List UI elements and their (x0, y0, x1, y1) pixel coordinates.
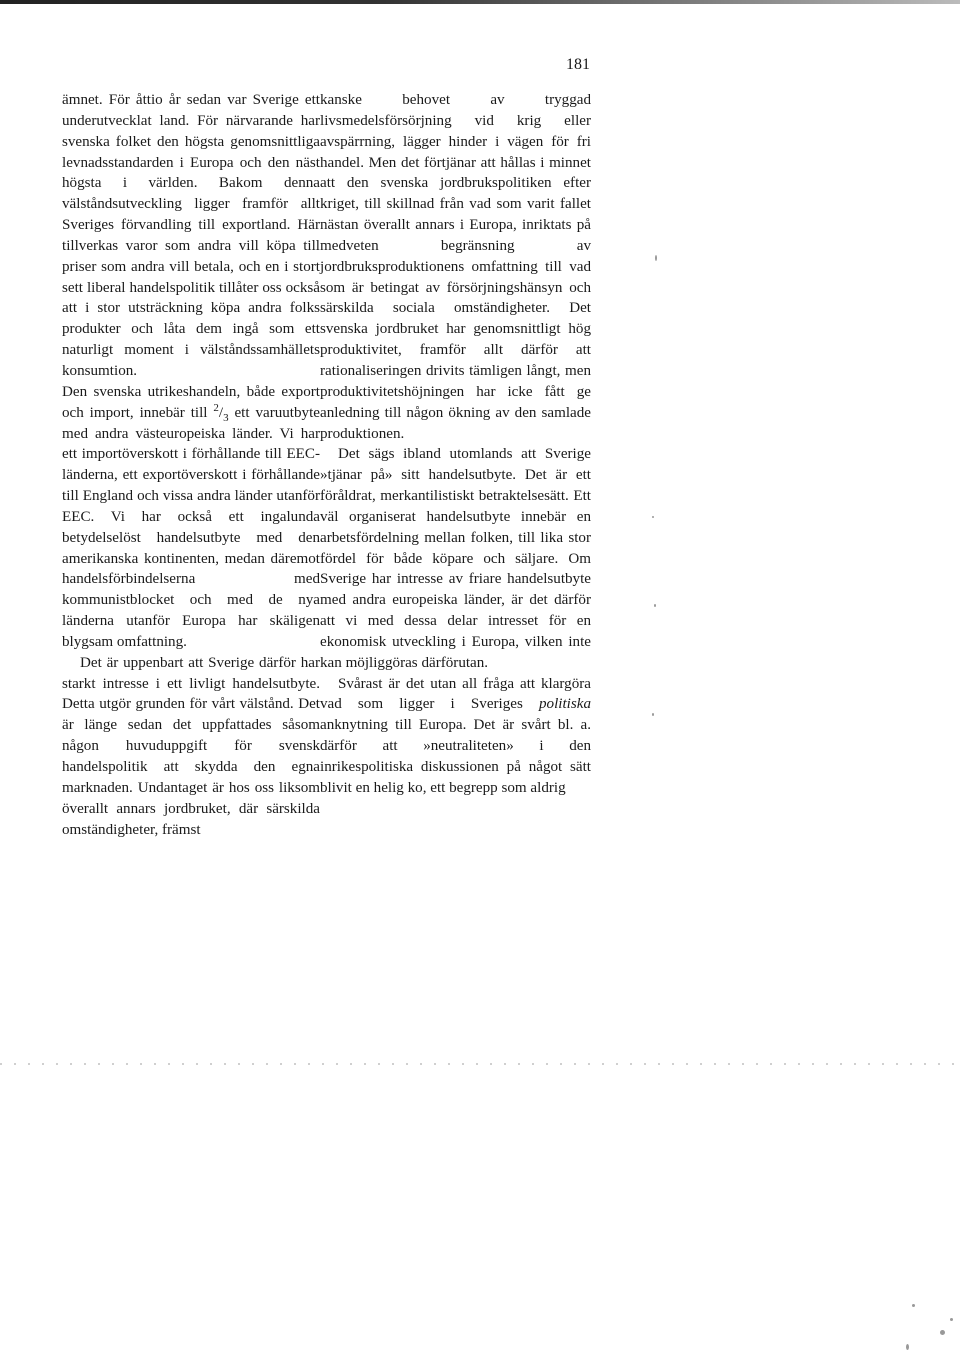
scan-speck (654, 604, 656, 607)
paragraph-text: Svårast är det utan all fråga att klargöra vad som ligger i Sveriges (320, 675, 591, 713)
scan-speck (950, 1318, 953, 1321)
page-number: 181 (566, 56, 590, 73)
paragraph-text: anknytning till Europa. Det är svårt bl. a. därför att »neutraliteten» i den inrikespolitiska diskussionen på något sätt blivit en helig ko, ett begrepp som aldrig (320, 717, 591, 796)
italic-word: politiska (539, 696, 591, 713)
scan-speck (652, 713, 654, 716)
scan-speck (912, 1304, 915, 1307)
scan-artifact-dotted-line (0, 1063, 960, 1065)
top-edge-rule (0, 0, 960, 4)
paragraph: Den svenska utrikeshandeln, både export och import, innebär till $^2/_3$ ett varuutbyte med andra västeuropeiska länder. Vi har ett importöverskott i förhållande till EEC-länderna, ett exportöverskott i förhållande till England och vissa andra länder utanför EEC. Vi har också ett ingalunda betydelselöst handelsutbyte med den amerikanska kontinenten, medan däremot handelsförbindelserna med kommunistblocket och med de nya länderna utanför Europa har skäligen blygsam omfattning. (62, 383, 320, 650)
paragraph (320, 674, 591, 799)
paragraph: Det sägs ibland utomlands att Sverige »tjänar på» sitt handelsutbyte. Det är ett föråldrat, merkantilistiskt betraktelsesätt. Ett väl organiserat handelsutbyte innebär en arbetsfördelning mellan folken, till lika stor fördel för både köpare och säljare. Om Sverige har intresse av friare handelsutbyte med andra europeiska länder, är det därför att vi med dessa delar intresset för en ekonomisk utveckling i Europa, vilken inte kan möjliggöras därförutan. (320, 446, 591, 671)
scan-speck (906, 1344, 909, 1350)
paragraph: Det är uppenbart att Sverige därför har starkt intresse i ett livligt handelsutbyte. Detta utgör grunden för vårt välstånd. Det är länge sedan det uppfattades såsom någon huvuduppgift för svensk handelspolitik att skydda den egna marknaden. Undantaget är hos oss liksom överallt annars jordbruket, där särskilda omständigheter, främst (62, 654, 320, 838)
fraction-numerator: 2 (213, 401, 219, 414)
paragraph: kanske behovet av tryggad livsmedelsförsörjning vid krig eller avspärrning, lägger hinder i vägen för fri handel. Men det förtjänar att hållas i minnet att den svenska jordbrukspolitiken efter kriget, till skillnad från vad som varit fallet nästan överallt annars i Europa, inriktats på medveten begränsning av jordbruksproduktionens omfattning till vad som är betingat av försörjningshänsyn och särskilda sociala omständigheter. Det svenska jordbruket har genomsnittligt hög produktivitet, framför allt därför att rationaliseringen drivits tämligen långt, men produktivitetshöjningen har icke fått ge anledning till någon ökning av den samlade produktionen. (320, 92, 591, 442)
scan-speck (655, 255, 657, 261)
fraction-denominator: 3 (223, 411, 229, 424)
right-text-column (320, 90, 591, 799)
paragraph-text: Den svenska utrikeshandeln, både export och import, innebär till (62, 383, 320, 421)
left-text-column (62, 90, 320, 840)
scan-speck (652, 516, 654, 518)
paragraph: ämnet. För åttio år sedan var Sverige ett underutvecklat land. För närvarande har svenska folket den högsta genomsnittliga levnadsstandarden i Europa och den näst högsta i världen. Bakom denna välståndsutveckling ligger framför allt Sveriges förvandling till exportland. Här tillverkas varor som andra vill köpa till priser som andra vill betala, och en i stort sett liberal handelspolitik tillåter oss också att i stor utsträckning köpa andra folks produkter och låta dem ingå som ett naturligt moment i välståndssamhällets konsumtion. (62, 92, 320, 379)
scan-speck (940, 1330, 945, 1335)
paragraph-text: ett varuutbyte med andra västeuropeiska länder. Vi har ett importöverskott i förhållande till EEC-länderna, ett exportöverskott i förhållande till England och vissa andra länder utanför EEC. Vi har också ett ingalunda betydelselöst handelsutbyte med den amerikanska kontinenten, medan däremot handelsförbindelserna med kommunistblocket och med de nya länderna utanför Europa har skäligen blygsam omfattning. (62, 404, 320, 650)
